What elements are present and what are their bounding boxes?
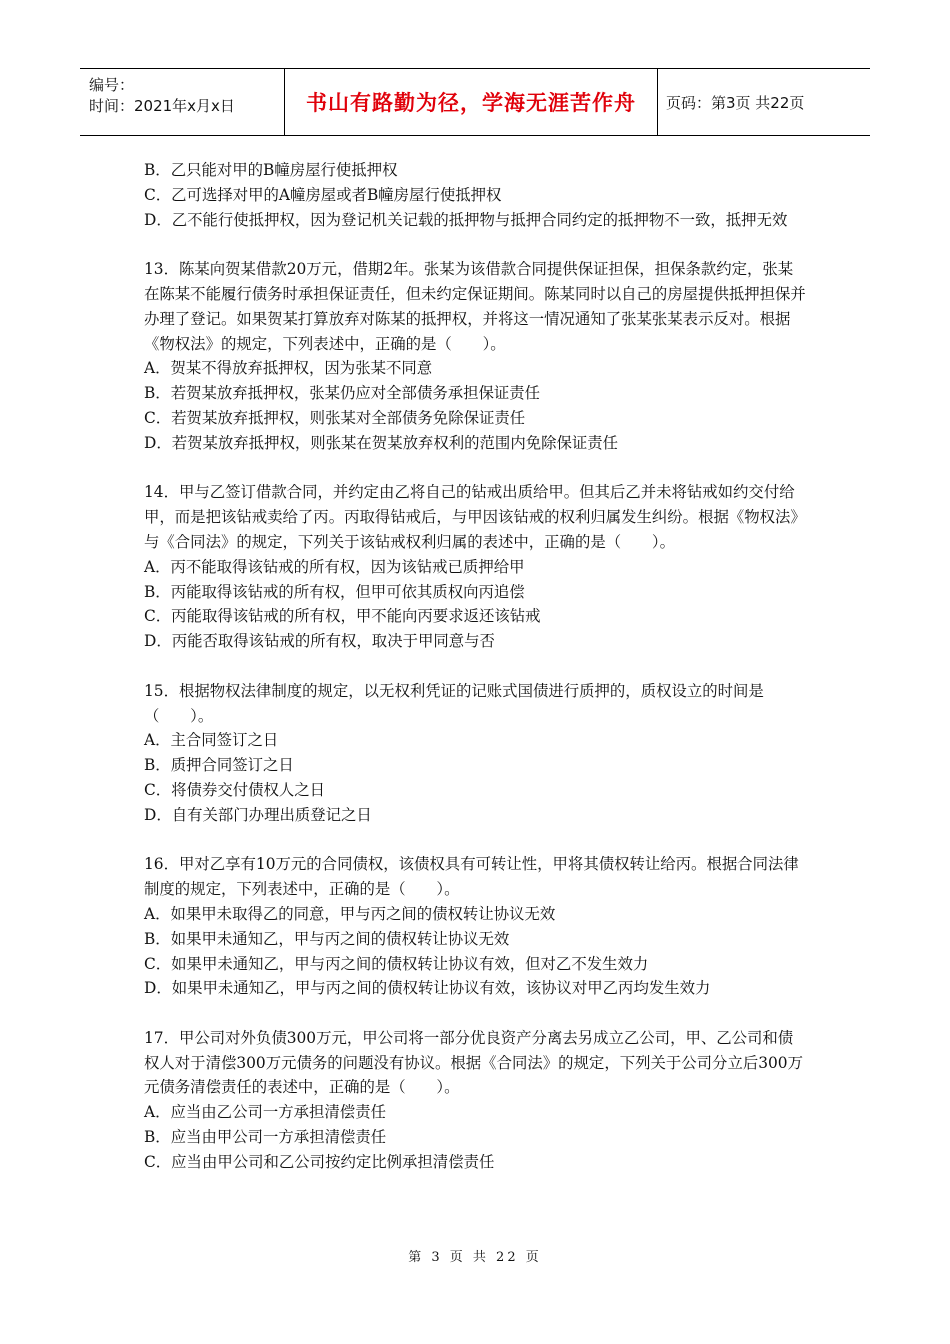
question-15 — [144, 679, 806, 828]
option: C．应当由甲公司和乙公司按约定比例承担清偿责任 — [144, 1152, 495, 1171]
option: D．若贺某放弃抵押权，则张某在贺某放弃权利的范围内免除保证责任 — [144, 433, 619, 452]
option: D．自有关部门办理出质登记之日 — [144, 805, 372, 824]
question-17 — [144, 1026, 806, 1175]
time-label: 时间：2021年x月x日 — [89, 97, 235, 115]
option: B．若贺某放弃抵押权，张某仍应对全部债务承担保证责任 — [144, 384, 541, 403]
question-stem: 15．根据物权法律制度的规定，以无权利凭证的记账式国债进行质押的，质权设立的时间是（ ）。 — [144, 681, 764, 725]
option: A．贺某不得放弃抵押权，因为张某不同意 — [144, 359, 433, 378]
option: B．乙只能对甲的B幢房屋行使抵押权 — [144, 161, 398, 179]
question-13 — [144, 257, 806, 455]
option: C．将债券交付债权人之日 — [144, 780, 326, 799]
page-info-text: 页码：第3页 共22页 — [666, 93, 805, 112]
question-14 — [144, 480, 806, 654]
option: A．主合同签订之日 — [144, 731, 279, 750]
option: A．应当由乙公司一方承担清偿责任 — [144, 1103, 386, 1122]
header-motto — [284, 69, 658, 135]
option: D．如果甲未通知乙，甲与丙之间的债权转让协议有效，该协议对甲乙丙均发生效力 — [144, 979, 711, 998]
question-stem: 17．甲公司对外负债300万元，甲公司将一部分优良资产分离去另成立乙公司，甲、乙公司和债权人对于清偿300万元债务的问题没有协议。根据《合同法》的规定，下列关于公司分立后300万元债务清偿责任的表述中，正确的是（ ）。 — [144, 1028, 803, 1097]
motto-text: 书山有路勤为径，学海无涯苦作舟 — [306, 91, 636, 115]
question-12-continued — [144, 158, 806, 232]
option: C．如果甲未通知乙，甲与丙之间的债权转让协议有效，但对乙不发生效力 — [144, 954, 649, 973]
option: C．丙能取得该钻戒的所有权，甲不能向丙要求返还该钻戒 — [144, 607, 541, 626]
number-label: 编号： — [89, 76, 135, 94]
page-footer: 第 3 页 共 22 页 — [408, 1250, 542, 1265]
document-body — [144, 158, 806, 1175]
question-stem: 16．甲对乙享有10万元的合同债权，该债权具有可转让性，甲将其债权转让给丙。根据合同法律制度的规定，下列表述中，正确的是（ ）。 — [144, 855, 799, 899]
option: B．质押合同签订之日 — [144, 756, 294, 775]
header-meta — [80, 69, 284, 135]
question-stem: 14．甲与乙签订借款合同，并约定由乙将自己的钻戒出质给甲。但其后乙并未将钻戒如约交付给甲，而是把该钻戒卖给了丙。丙取得钻戒后，与甲因该钻戒的权利归属发生纠纷。根据《物权法》与《合同法》的规定，下列关于该钻戒权利归属的表述中，正确的是（ ）。 — [144, 483, 806, 551]
option: B．如果甲未通知乙，甲与丙之间的债权转让协议无效 — [144, 929, 510, 948]
option: D．丙能否取得该钻戒的所有权，取决于甲同意与否 — [144, 632, 495, 651]
option: A．丙不能取得该钻戒的所有权，因为该钻戒已质押给甲 — [144, 557, 525, 576]
option: A．如果甲未取得乙的同意，甲与丙之间的债权转让协议无效 — [144, 904, 556, 923]
option: B．应当由甲公司一方承担清偿责任 — [144, 1128, 387, 1147]
question-16 — [144, 852, 806, 1001]
option: C．若贺某放弃抵押权，则张某对全部债务免除保证责任 — [144, 408, 526, 427]
header-page-info — [658, 69, 870, 135]
option: D．乙不能行使抵押权，因为登记机关记载的抵押物与抵押合同约定的抵押物不一致，抵押无效 — [144, 210, 788, 229]
question-stem: 13．陈某向贺某借款20万元，借期2年。张某为该借款合同提供保证担保，担保条款约定，张某在陈某不能履行债务时承担保证责任，但未约定保证期间。陈某同时以自己的房屋提供抵押担保并办理了登记。如果贺某打算放弃对陈某的抵押权，并将这一情况通知了张某张某表示反对。根据《物权法》的规定，下列表述中，正确的是（ ）。 — [144, 260, 806, 353]
option: B．丙能取得该钻戒的所有权，但甲可依其质权向丙追偿 — [144, 582, 525, 601]
page-header — [80, 68, 870, 136]
option: C．乙可选择对甲的A幢房屋或者B幢房屋行使抵押权 — [144, 185, 502, 204]
